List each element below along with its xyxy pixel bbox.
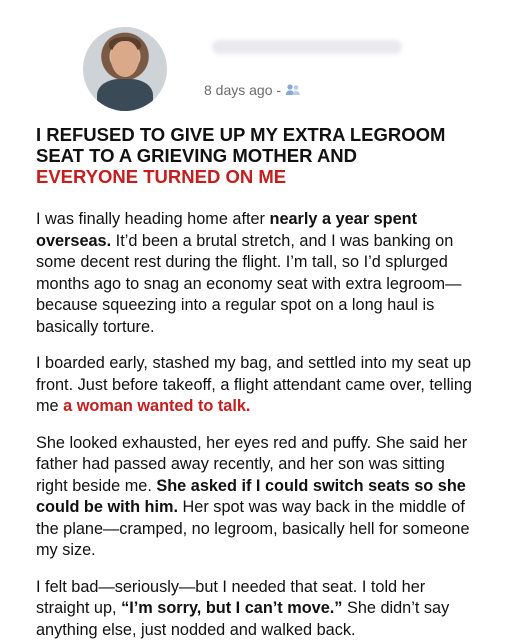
avatar[interactable] bbox=[83, 27, 167, 111]
p1-bold: nearly a year spent overseas. bbox=[36, 210, 417, 250]
p2-text: I boarded early, stashed my bag, and settled into my seat up front. Just before takeoff, a flight attendant came over, telling me bbox=[36, 354, 472, 415]
p1-text-end: It’d been a brutal stretch, and I was banking on some decent rest during the flight. I’m tall, so I’d splurged months ago to snag an economy seat with extra legroom—because squeezing into a regular spot on a long haul is basically torture. bbox=[36, 232, 461, 336]
blurred-author-name[interactable] bbox=[212, 40, 402, 54]
p3-text-end: Her spot was way back in the middle of the plane—cramped, no legroom, basically hell for someone my size. bbox=[36, 498, 470, 559]
p4-text: I felt bad—seriously—but I needed that seat. I told her straight up, bbox=[36, 578, 425, 618]
title-line-3-highlight: EVERYONE TURNED ON ME bbox=[36, 166, 286, 187]
people-icon[interactable] bbox=[285, 83, 301, 100]
p4-text-end: She didn’t say anything else, just nodded and walked back. bbox=[36, 599, 449, 639]
paragraph-2 bbox=[36, 353, 476, 418]
avatar-body bbox=[97, 79, 153, 111]
paragraph-3 bbox=[36, 433, 476, 562]
post-meta bbox=[204, 82, 301, 100]
p4-bold-quote: “I’m sorry, but I can’t move.” bbox=[121, 599, 342, 617]
paragraph-1 bbox=[36, 209, 476, 338]
paragraph-4 bbox=[36, 577, 476, 641]
post-header bbox=[36, 0, 476, 110]
title-line-1: I REFUSED TO GIVE UP MY EXTRA LEGROOM bbox=[36, 124, 445, 145]
post-title bbox=[36, 124, 476, 187]
p1-text: I was finally heading home after bbox=[36, 210, 270, 228]
p3-bold: She asked if I could switch seats so she could be with him. bbox=[36, 477, 466, 517]
p3-text: She looked exhausted, her eyes red and puffy. She said her father had passed away recently, and her son was sitting right beside me. bbox=[36, 434, 467, 495]
title-line-2: SEAT TO A GRIEVING MOTHER AND bbox=[36, 145, 357, 166]
post-body bbox=[36, 209, 476, 641]
avatar-head bbox=[111, 41, 139, 77]
p2-highlight: a woman wanted to talk. bbox=[63, 397, 250, 415]
post-time: 8 days ago - bbox=[204, 82, 281, 98]
